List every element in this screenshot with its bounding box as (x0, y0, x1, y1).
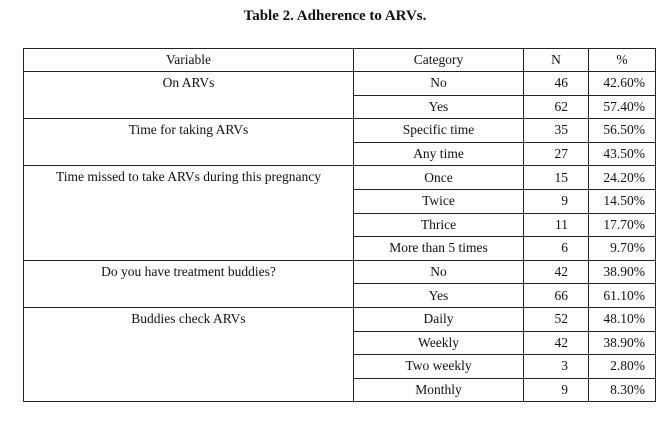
header-category: Category (354, 49, 524, 72)
n-cell: 11 (524, 213, 589, 237)
percent-cell: 57.40% (589, 95, 656, 119)
variable-cell: Buddies check ARVs (24, 307, 354, 401)
header-percent: % (589, 49, 656, 72)
n-cell: 6 (524, 237, 589, 261)
percent-cell: 38.90% (589, 331, 656, 355)
percent-cell: 24.20% (589, 166, 656, 190)
n-cell: 15 (524, 166, 589, 190)
table-row (24, 72, 656, 96)
category-cell: Yes (354, 95, 524, 119)
category-cell: Any time (354, 142, 524, 166)
percent-cell: 61.10% (589, 284, 656, 308)
table-row (24, 307, 656, 331)
category-cell: No (354, 72, 524, 96)
n-cell: 27 (524, 142, 589, 166)
n-cell: 3 (524, 355, 589, 379)
header-variable: Variable (24, 49, 354, 72)
category-cell: No (354, 260, 524, 284)
n-cell: 9 (524, 189, 589, 213)
percent-cell: 48.10% (589, 307, 656, 331)
percent-cell: 17.70% (589, 213, 656, 237)
n-cell: 35 (524, 119, 589, 143)
n-cell: 42 (524, 260, 589, 284)
n-cell: 42 (524, 331, 589, 355)
n-cell: 46 (524, 72, 589, 96)
percent-cell: 38.90% (589, 260, 656, 284)
adherence-table (23, 48, 656, 402)
variable-cell: Time missed to take ARVs during this pregnancy (24, 166, 354, 260)
table-row (24, 166, 656, 190)
header-n: N (524, 49, 589, 72)
category-cell: Twice (354, 189, 524, 213)
n-cell: 9 (524, 378, 589, 402)
percent-cell: 8.30% (589, 378, 656, 402)
category-cell: More than 5 times (354, 237, 524, 261)
category-cell: Yes (354, 284, 524, 308)
percent-cell: 42.60% (589, 72, 656, 96)
category-cell: Thrice (354, 213, 524, 237)
table-title: Table 2. Adherence to ARVs. (243, 8, 427, 24)
category-cell: Daily (354, 307, 524, 331)
percent-cell: 14.50% (589, 189, 656, 213)
header-row (24, 49, 656, 72)
table-row (24, 260, 656, 284)
category-cell: Specific time (354, 119, 524, 143)
category-cell: Once (354, 166, 524, 190)
percent-cell: 56.50% (589, 119, 656, 143)
category-cell: Monthly (354, 378, 524, 402)
variable-cell: Do you have treatment buddies? (24, 260, 354, 307)
n-cell: 62 (524, 95, 589, 119)
variable-cell: Time for taking ARVs (24, 119, 354, 166)
variable-cell: On ARVs (24, 72, 354, 119)
category-cell: Weekly (354, 331, 524, 355)
table-row (24, 119, 656, 143)
n-cell: 52 (524, 307, 589, 331)
category-cell: Two weekly (354, 355, 524, 379)
n-cell: 66 (524, 284, 589, 308)
percent-cell: 9.70% (589, 237, 656, 261)
percent-cell: 43.50% (589, 142, 656, 166)
percent-cell: 2.80% (589, 355, 656, 379)
